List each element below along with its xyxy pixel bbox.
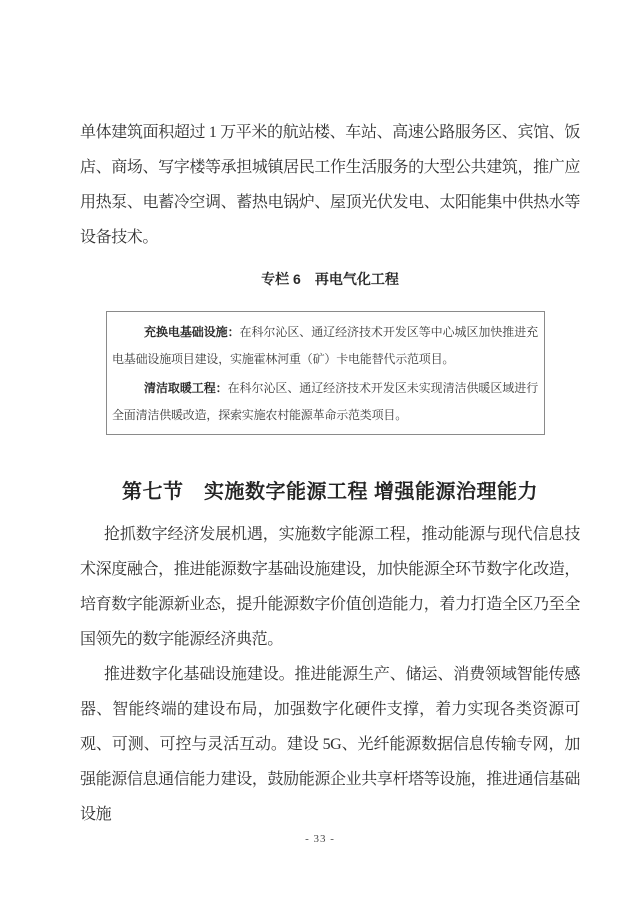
- box-item-text: 在科尔沁区、通辽经济技术开发区未实现清洁供暖区域进行全面清洁供暖改造，探索实施农村能源革命示范类项目。: [112, 381, 538, 422]
- box-item-lead: 充换电基础设施：: [144, 325, 240, 339]
- section-heading-digital-energy: 第七节 实施数字能源工程 增强能源治理能力: [121, 481, 539, 503]
- box-item-text: 在科尔沁区、通辽经济技术开发区等中心城区加快推进充电基础设施项目建设，实施霍林河重（矿）卡电能替代示范项目。: [112, 325, 538, 366]
- paragraph-building-electrification: 单体建筑面积超过 1 万平米的航站楼、车站、高速公路服务区、宾馆、饭店、商场、写字楼等承担城镇居民工作生活服务的大型公共建筑，推广应用热泵、电蓄冷空调、蓄热电锅炉、屋顶光伏发电、太阳能集中供热水等设备技术。: [80, 124, 580, 246]
- column-box-title: 专栏 6 再电气化工程: [261, 271, 399, 287]
- column-box-reelectrification: [106, 311, 545, 435]
- paragraph-digital-infrastructure: 推进数字化基础设施建设。推进能源生产、储运、消费领域智能传感器、智能终端的建设布局，加强数字化硬件支撑，着力实现各类资源可观、可测、可控与灵活互动。建设 5G、光纤能源数据信息传输专网，加强能源信息通信能力建设，鼓励能源企业共享杆塔等设施，推进通信基础设施: [80, 666, 580, 823]
- box-item-clean-heating: [112, 375, 538, 429]
- paragraph-digital-energy-overview: 抢抓数字经济发展机遇，实施数字能源工程，推动能源与现代信息技术深度融合，推进能源数字基础设施建设，加快能源全环节数字化改造，培育数字能源新业态，提升能源数字价值创造能力，着力打造全区乃至全国领先的数字能源经济典范。: [80, 526, 580, 648]
- page-number: - 33 -: [305, 833, 335, 845]
- box-item-lead: 清洁取暖工程：: [144, 381, 228, 395]
- box-item-charging-infrastructure: [112, 319, 538, 373]
